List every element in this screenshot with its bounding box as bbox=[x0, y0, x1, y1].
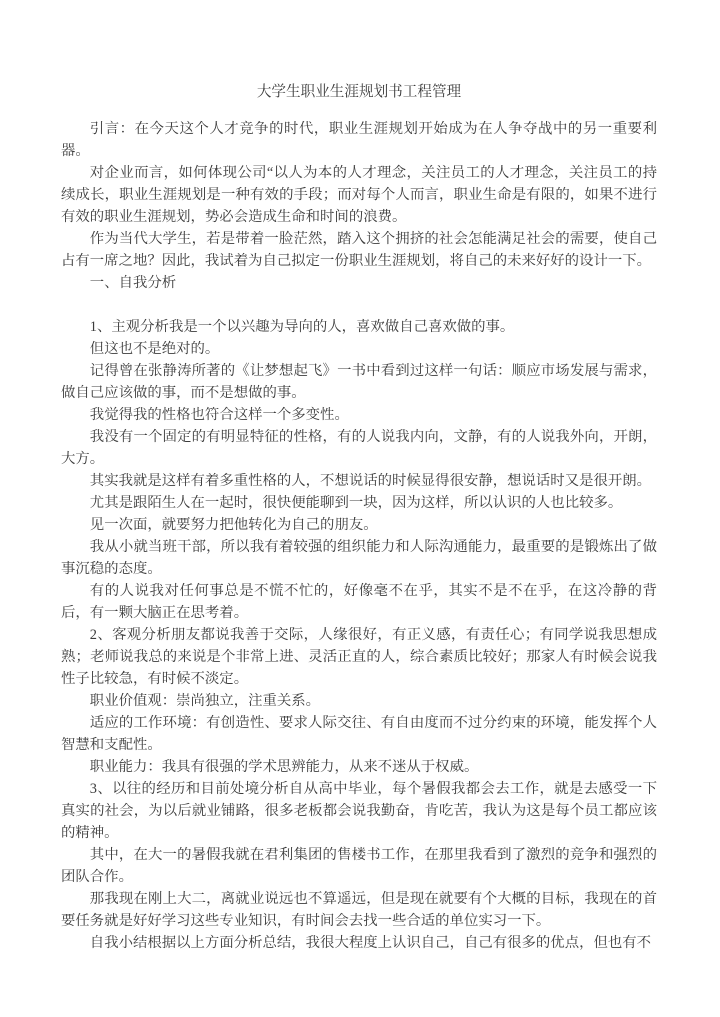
document-content bbox=[61, 81, 657, 954]
para-college-student: 作为当代大学生，若是带着一脸茫然，踏入这个拥挤的社会怎能满足社会的需要，使自己占有一席之地？因此，我试着为自己拟定一份职业生涯规划，将自己的未来好好的设计一下。 bbox=[61, 231, 657, 269]
para-career-ability: 职业能力：我具有很强的学术思辨能力，从来不迷从于权威。 bbox=[89, 759, 479, 775]
para-career-values: 职业价值观：崇尚独立，注重关系。 bbox=[89, 693, 321, 709]
para-objective-analysis: 2、客观分析朋友都说我善于交际，人缘很好，有正义感，有责任心；有同学说我思想成熟；老师说我总的来说是个非常上进、灵活正直的人，综合素质比较好；那家人有时候会说我性子比较急，有时候不淡定。 bbox=[61, 627, 657, 687]
para-personality-fit: 我觉得我的性格也符合这样一个多变性。 bbox=[89, 407, 349, 423]
para-sophomore-goal: 那我现在刚上大二，离就业说远也不算遥远，但是现在就要有个大概的目标，我现在的首要任务就是好好学习这些专业知识，有时间会去找一些合适的单位实习一下。 bbox=[61, 891, 657, 929]
para-self-summary: 自我小结根据以上方面分析总结，我很大程度上认识自己，自己有很多的优点，但也有不 bbox=[89, 935, 652, 951]
para-intro: 引言：在今天这个人才竞争的时代，职业生涯规划开始成为在人争夺战中的另一重要利器。 bbox=[61, 121, 657, 159]
para-junli-group: 其中，在大一的暑假我就在君利集团的售楼书工作，在那里我看到了激烈的竞争和强烈的团队合作。 bbox=[61, 847, 657, 885]
para-calm-attitude: 有的人说我对任何事总是不慌不忙的，好像毫不在乎，其实不是不在乎，在这冷静的背后，有一颗大脑正在思考着。 bbox=[61, 583, 657, 621]
para-make-friends: 见一次面，就要努力把他转化为自己的朋友。 bbox=[89, 517, 378, 533]
para-book-quote: 记得曾在张静涛所著的《让梦想起飞》一书中看到过这样一句话：顺应市场发展与需求，做自己应该做的事，而不是想做的事。 bbox=[61, 363, 657, 401]
para-subjective-analysis: 1、主观分析我是一个以兴趣为导向的人，喜欢做自己喜欢做的事。 bbox=[89, 319, 515, 335]
para-class-cadre: 我从小就当班干部，所以我有着较强的组织能力和人际沟通能力，最重要的是锻炼出了做事沉稳的态度。 bbox=[61, 539, 657, 577]
document-title: 大学生职业生涯规划书工程管理 bbox=[256, 84, 462, 100]
para-multiple-personality: 其实我就是这样有着多重性格的人，不想说话的时候显得很安静，想说话时又是很开朗。 bbox=[89, 473, 652, 489]
heading-self-analysis: 一、自我分析 bbox=[89, 275, 177, 291]
para-experience-analysis: 3、以往的经历和目前处境分析自从高中毕业，每个暑假我都会去工作，就是去感受一下真实的社会，为以后就业铺路，很多老板都会说我勤奋，肯吃苦，我认为这是每个员工都应该的精神。 bbox=[61, 781, 657, 841]
para-no-fixed-personality: 我没有一个固定的有明显特征的性格，有的人说我内向，文静，有的人说我外向，开朗，大方。 bbox=[61, 429, 657, 467]
para-strangers: 尤其是跟陌生人在一起时，很快便能聊到一块，因为这样，所以认识的人也比较多。 bbox=[89, 495, 623, 511]
para-enterprise-view: 对企业而言，如何体现公司“以人为本的人才理念，关注员工的人才理念，关注员工的持续成长，职业生涯规划是一种有效的手段；而对每个人而言，职业生命是有限的，如果不进行有效的职业生涯规划，势必会造成生命和时间的浪费。 bbox=[61, 165, 657, 225]
para-not-absolute: 但这也不是绝对的。 bbox=[89, 341, 220, 357]
para-work-environment: 适应的工作环境：有创造性、要求人际交往、有自由度而不过分约束的环境，能发挥个人智慧和支配性。 bbox=[61, 715, 657, 753]
